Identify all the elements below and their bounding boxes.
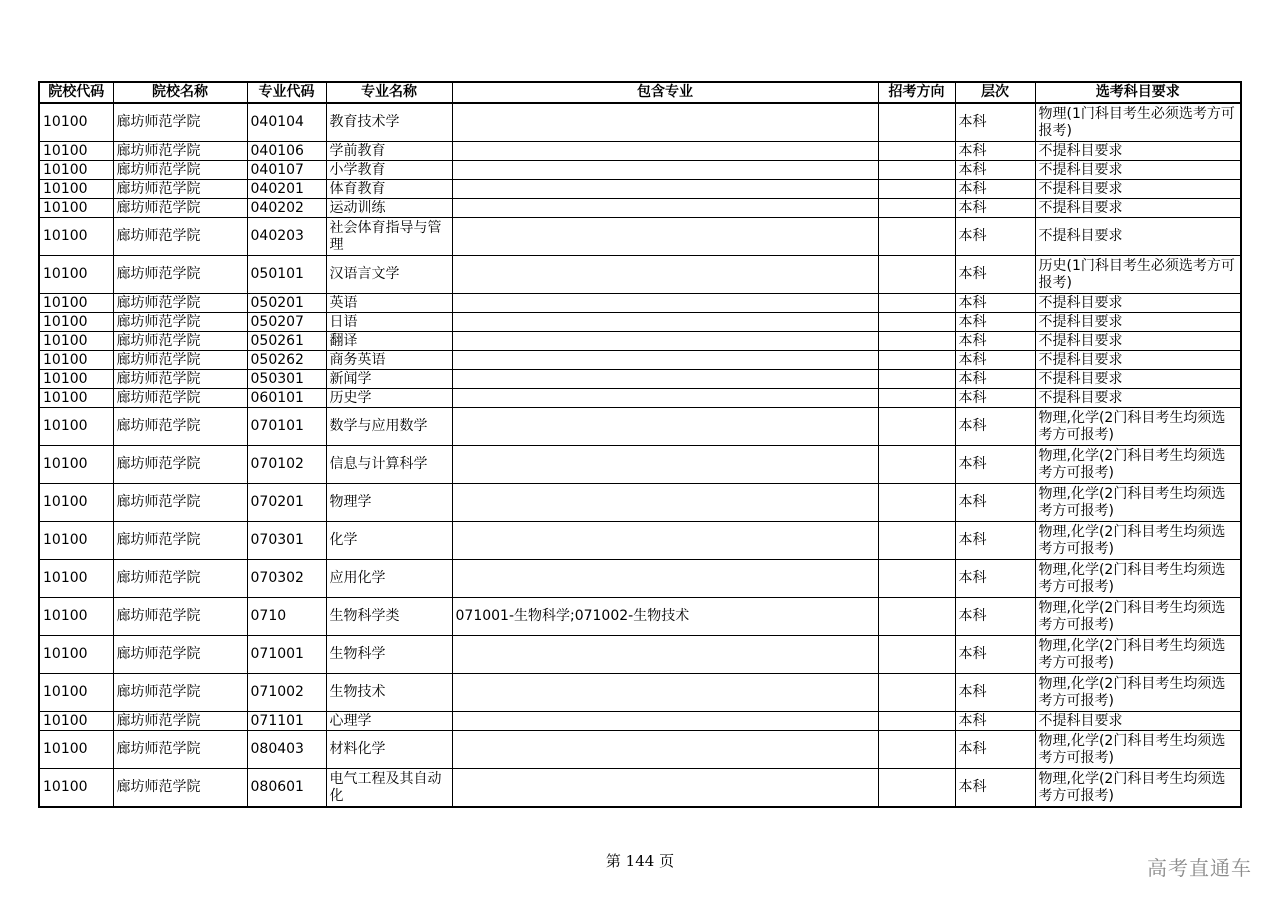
cell-major-name: 信息与计算科学: [326, 446, 452, 484]
table-row: [39, 161, 1241, 180]
cell-major-code: 080403: [247, 731, 326, 769]
cell-school-name: 廊坊师范学院: [113, 484, 247, 522]
cell-major-code: 070302: [247, 560, 326, 598]
cell-major-name: 社会体育指导与管理: [326, 218, 452, 256]
cell-direction: [878, 351, 955, 370]
cell-school-code: 10100: [39, 218, 113, 256]
table-row: [39, 142, 1241, 161]
cell-major-code: 050261: [247, 332, 326, 351]
cell-subject-requirement: 不提科目要求: [1035, 142, 1241, 161]
cell-direction: [878, 674, 955, 712]
cell-major-name: 小学教育: [326, 161, 452, 180]
cell-major-code: 040203: [247, 218, 326, 256]
cell-level: 本科: [955, 712, 1035, 731]
cell-level: 本科: [955, 731, 1035, 769]
table-row: [39, 332, 1241, 351]
table-row: [39, 446, 1241, 484]
cell-direction: [878, 332, 955, 351]
cell-school-name: 廊坊师范学院: [113, 161, 247, 180]
cell-school-code: 10100: [39, 522, 113, 560]
cell-subject-requirement: 不提科目要求: [1035, 370, 1241, 389]
table-row: [39, 256, 1241, 294]
cell-major-name: 化学: [326, 522, 452, 560]
cell-level: 本科: [955, 598, 1035, 636]
cell-direction: [878, 560, 955, 598]
cell-level: 本科: [955, 180, 1035, 199]
cell-school-code: 10100: [39, 674, 113, 712]
cell-subject-requirement: 不提科目要求: [1035, 199, 1241, 218]
watermark: 高考直通车: [1147, 856, 1252, 880]
table-row: [39, 674, 1241, 712]
cell-school-code: 10100: [39, 484, 113, 522]
cell-school-name: 廊坊师范学院: [113, 103, 247, 142]
cell-included-majors: [452, 636, 878, 674]
table-row: [39, 598, 1241, 636]
cell-level: 本科: [955, 560, 1035, 598]
cell-included-majors: [452, 313, 878, 332]
cell-major-name: 心理学: [326, 712, 452, 731]
cell-direction: [878, 636, 955, 674]
table-row: [39, 408, 1241, 446]
cell-major-name: 应用化学: [326, 560, 452, 598]
cell-school-name: 廊坊师范学院: [113, 256, 247, 294]
cell-major-name: 体育教育: [326, 180, 452, 199]
cell-school-code: 10100: [39, 313, 113, 332]
cell-school-name: 廊坊师范学院: [113, 294, 247, 313]
cell-major-code: 070201: [247, 484, 326, 522]
cell-school-name: 廊坊师范学院: [113, 199, 247, 218]
table-row: [39, 218, 1241, 256]
cell-school-code: 10100: [39, 598, 113, 636]
cell-level: 本科: [955, 218, 1035, 256]
cell-major-code: 050201: [247, 294, 326, 313]
cell-level: 本科: [955, 370, 1035, 389]
cell-major-code: 070101: [247, 408, 326, 446]
header-major-name: 专业名称: [326, 82, 452, 103]
cell-subject-requirement: 物理,化学(2门科目考生均须选考方可报考): [1035, 674, 1241, 712]
cell-school-code: 10100: [39, 731, 113, 769]
cell-school-name: 廊坊师范学院: [113, 351, 247, 370]
table-row: [39, 294, 1241, 313]
cell-major-code: 040107: [247, 161, 326, 180]
cell-school-code: 10100: [39, 560, 113, 598]
cell-school-code: 10100: [39, 199, 113, 218]
cell-included-majors: [452, 769, 878, 808]
cell-major-name: 运动训练: [326, 199, 452, 218]
cell-school-name: 廊坊师范学院: [113, 674, 247, 712]
cell-major-code: 070102: [247, 446, 326, 484]
cell-major-name: 历史学: [326, 389, 452, 408]
header-row: [39, 82, 1241, 103]
cell-major-code: 040201: [247, 180, 326, 199]
cell-direction: [878, 161, 955, 180]
cell-included-majors: [452, 256, 878, 294]
cell-major-name: 生物科学类: [326, 598, 452, 636]
cell-included-majors: [452, 199, 878, 218]
cell-subject-requirement: 不提科目要求: [1035, 313, 1241, 332]
cell-direction: [878, 199, 955, 218]
cell-major-name: 商务英语: [326, 351, 452, 370]
cell-subject-requirement: 物理,化学(2门科目考生均须选考方可报考): [1035, 446, 1241, 484]
cell-direction: [878, 446, 955, 484]
cell-school-code: 10100: [39, 332, 113, 351]
cell-school-code: 10100: [39, 256, 113, 294]
cell-major-name: 英语: [326, 294, 452, 313]
cell-school-code: 10100: [39, 103, 113, 142]
cell-school-code: 10100: [39, 389, 113, 408]
cell-direction: [878, 522, 955, 560]
cell-included-majors: [452, 370, 878, 389]
header-direction: 招考方向: [878, 82, 955, 103]
cell-school-name: 廊坊师范学院: [113, 408, 247, 446]
cell-subject-requirement: 物理,化学(2门科目考生均须选考方可报考): [1035, 484, 1241, 522]
cell-school-name: 廊坊师范学院: [113, 769, 247, 808]
cell-major-name: 教育技术学: [326, 103, 452, 142]
cell-school-name: 廊坊师范学院: [113, 218, 247, 256]
cell-major-code: 0710: [247, 598, 326, 636]
cell-level: 本科: [955, 769, 1035, 808]
cell-school-code: 10100: [39, 351, 113, 370]
header-subject-requirement: 选考科目要求: [1035, 82, 1241, 103]
cell-level: 本科: [955, 294, 1035, 313]
cell-level: 本科: [955, 142, 1035, 161]
cell-school-code: 10100: [39, 294, 113, 313]
cell-subject-requirement: 物理,化学(2门科目考生均须选考方可报考): [1035, 636, 1241, 674]
cell-school-code: 10100: [39, 408, 113, 446]
cell-major-code: 040104: [247, 103, 326, 142]
cell-level: 本科: [955, 484, 1035, 522]
cell-included-majors: [452, 142, 878, 161]
cell-school-name: 廊坊师范学院: [113, 522, 247, 560]
admission-table: [38, 81, 1242, 808]
cell-school-name: 廊坊师范学院: [113, 142, 247, 161]
cell-major-name: 物理学: [326, 484, 452, 522]
cell-school-code: 10100: [39, 370, 113, 389]
cell-subject-requirement: 物理,化学(2门科目考生均须选考方可报考): [1035, 560, 1241, 598]
table-row: [39, 522, 1241, 560]
cell-included-majors: [452, 560, 878, 598]
cell-major-name: 材料化学: [326, 731, 452, 769]
cell-direction: [878, 313, 955, 332]
cell-level: 本科: [955, 674, 1035, 712]
cell-major-name: 数学与应用数学: [326, 408, 452, 446]
cell-level: 本科: [955, 522, 1035, 560]
cell-school-name: 廊坊师范学院: [113, 313, 247, 332]
cell-school-code: 10100: [39, 180, 113, 199]
cell-included-majors: [452, 522, 878, 560]
cell-direction: [878, 484, 955, 522]
cell-included-majors: [452, 446, 878, 484]
cell-school-name: 廊坊师范学院: [113, 332, 247, 351]
cell-direction: [878, 731, 955, 769]
cell-subject-requirement: 不提科目要求: [1035, 218, 1241, 256]
header-level: 层次: [955, 82, 1035, 103]
cell-major-name: 翻译: [326, 332, 452, 351]
table-row: [39, 484, 1241, 522]
cell-direction: [878, 370, 955, 389]
cell-subject-requirement: 物理,化学(2门科目考生均须选考方可报考): [1035, 408, 1241, 446]
cell-included-majors: [452, 408, 878, 446]
cell-included-majors: [452, 161, 878, 180]
cell-major-name: 汉语言文学: [326, 256, 452, 294]
cell-school-name: 廊坊师范学院: [113, 180, 247, 199]
cell-school-code: 10100: [39, 712, 113, 731]
cell-subject-requirement: 不提科目要求: [1035, 161, 1241, 180]
table-body: [39, 103, 1241, 807]
cell-subject-requirement: 不提科目要求: [1035, 351, 1241, 370]
cell-subject-requirement: 不提科目要求: [1035, 712, 1241, 731]
cell-included-majors: [452, 351, 878, 370]
cell-level: 本科: [955, 636, 1035, 674]
cell-direction: [878, 103, 955, 142]
cell-included-majors: [452, 218, 878, 256]
cell-subject-requirement: 不提科目要求: [1035, 332, 1241, 351]
table-row: [39, 712, 1241, 731]
cell-direction: [878, 712, 955, 731]
table-row: [39, 560, 1241, 598]
cell-included-majors: [452, 332, 878, 351]
cell-school-name: 廊坊师范学院: [113, 446, 247, 484]
cell-major-code: 071101: [247, 712, 326, 731]
cell-school-code: 10100: [39, 446, 113, 484]
cell-major-code: 040106: [247, 142, 326, 161]
cell-direction: [878, 142, 955, 161]
header-included-majors: 包含专业: [452, 82, 878, 103]
cell-direction: [878, 180, 955, 199]
cell-included-majors: [452, 389, 878, 408]
cell-included-majors: [452, 180, 878, 199]
cell-major-code: 050262: [247, 351, 326, 370]
cell-included-majors: [452, 103, 878, 142]
cell-included-majors: [452, 294, 878, 313]
table-row: [39, 389, 1241, 408]
cell-subject-requirement: 物理,化学(2门科目考生均须选考方可报考): [1035, 731, 1241, 769]
cell-subject-requirement: 物理,化学(2门科目考生均须选考方可报考): [1035, 522, 1241, 560]
cell-included-majors: [452, 674, 878, 712]
table-row: [39, 731, 1241, 769]
cell-level: 本科: [955, 161, 1035, 180]
page-number: 第 144 页: [605, 852, 675, 870]
table-row: [39, 351, 1241, 370]
cell-direction: [878, 389, 955, 408]
cell-included-majors: [452, 484, 878, 522]
cell-level: 本科: [955, 389, 1035, 408]
cell-subject-requirement: 历史(1门科目考生必须选考方可报考): [1035, 256, 1241, 294]
cell-subject-requirement: 不提科目要求: [1035, 180, 1241, 199]
cell-school-name: 廊坊师范学院: [113, 731, 247, 769]
cell-direction: [878, 256, 955, 294]
cell-major-code: 070301: [247, 522, 326, 560]
cell-level: 本科: [955, 446, 1035, 484]
header-school-code: 院校代码: [39, 82, 113, 103]
cell-direction: [878, 598, 955, 636]
cell-school-code: 10100: [39, 769, 113, 808]
cell-subject-requirement: 物理,化学(2门科目考生均须选考方可报考): [1035, 769, 1241, 808]
cell-included-majors: [452, 731, 878, 769]
table-row: [39, 636, 1241, 674]
header-major-code: 专业代码: [247, 82, 326, 103]
cell-major-code: 071002: [247, 674, 326, 712]
cell-school-name: 廊坊师范学院: [113, 636, 247, 674]
cell-subject-requirement: 物理(1门科目考生必须选考方可报考): [1035, 103, 1241, 142]
cell-school-name: 廊坊师范学院: [113, 598, 247, 636]
cell-level: 本科: [955, 199, 1035, 218]
cell-level: 本科: [955, 313, 1035, 332]
cell-major-name: 学前教育: [326, 142, 452, 161]
cell-major-code: 080601: [247, 769, 326, 808]
cell-major-code: 071001: [247, 636, 326, 674]
cell-major-code: 050101: [247, 256, 326, 294]
cell-school-code: 10100: [39, 142, 113, 161]
cell-direction: [878, 218, 955, 256]
table-row: [39, 199, 1241, 218]
cell-major-name: 新闻学: [326, 370, 452, 389]
cell-included-majors: 071001-生物科学;071002-生物技术: [452, 598, 878, 636]
cell-direction: [878, 769, 955, 808]
cell-school-name: 廊坊师范学院: [113, 389, 247, 408]
cell-level: 本科: [955, 256, 1035, 294]
cell-direction: [878, 408, 955, 446]
cell-school-code: 10100: [39, 636, 113, 674]
cell-school-name: 廊坊师范学院: [113, 370, 247, 389]
header-school-name: 院校名称: [113, 82, 247, 103]
cell-school-code: 10100: [39, 161, 113, 180]
cell-major-code: 050301: [247, 370, 326, 389]
cell-level: 本科: [955, 408, 1035, 446]
cell-major-name: 生物技术: [326, 674, 452, 712]
cell-subject-requirement: 不提科目要求: [1035, 389, 1241, 408]
cell-major-name: 电气工程及其自动化: [326, 769, 452, 808]
table-row: [39, 769, 1241, 808]
cell-major-code: 050207: [247, 313, 326, 332]
cell-major-name: 生物科学: [326, 636, 452, 674]
table-row: [39, 370, 1241, 389]
cell-major-name: 日语: [326, 313, 452, 332]
cell-subject-requirement: 不提科目要求: [1035, 294, 1241, 313]
cell-major-code: 060101: [247, 389, 326, 408]
cell-school-name: 廊坊师范学院: [113, 560, 247, 598]
table-row: [39, 103, 1241, 142]
cell-level: 本科: [955, 103, 1035, 142]
cell-level: 本科: [955, 332, 1035, 351]
cell-direction: [878, 294, 955, 313]
cell-subject-requirement: 物理,化学(2门科目考生均须选考方可报考): [1035, 598, 1241, 636]
cell-included-majors: [452, 712, 878, 731]
cell-school-name: 廊坊师范学院: [113, 712, 247, 731]
cell-level: 本科: [955, 351, 1035, 370]
table-row: [39, 313, 1241, 332]
table-row: [39, 180, 1241, 199]
cell-major-code: 040202: [247, 199, 326, 218]
